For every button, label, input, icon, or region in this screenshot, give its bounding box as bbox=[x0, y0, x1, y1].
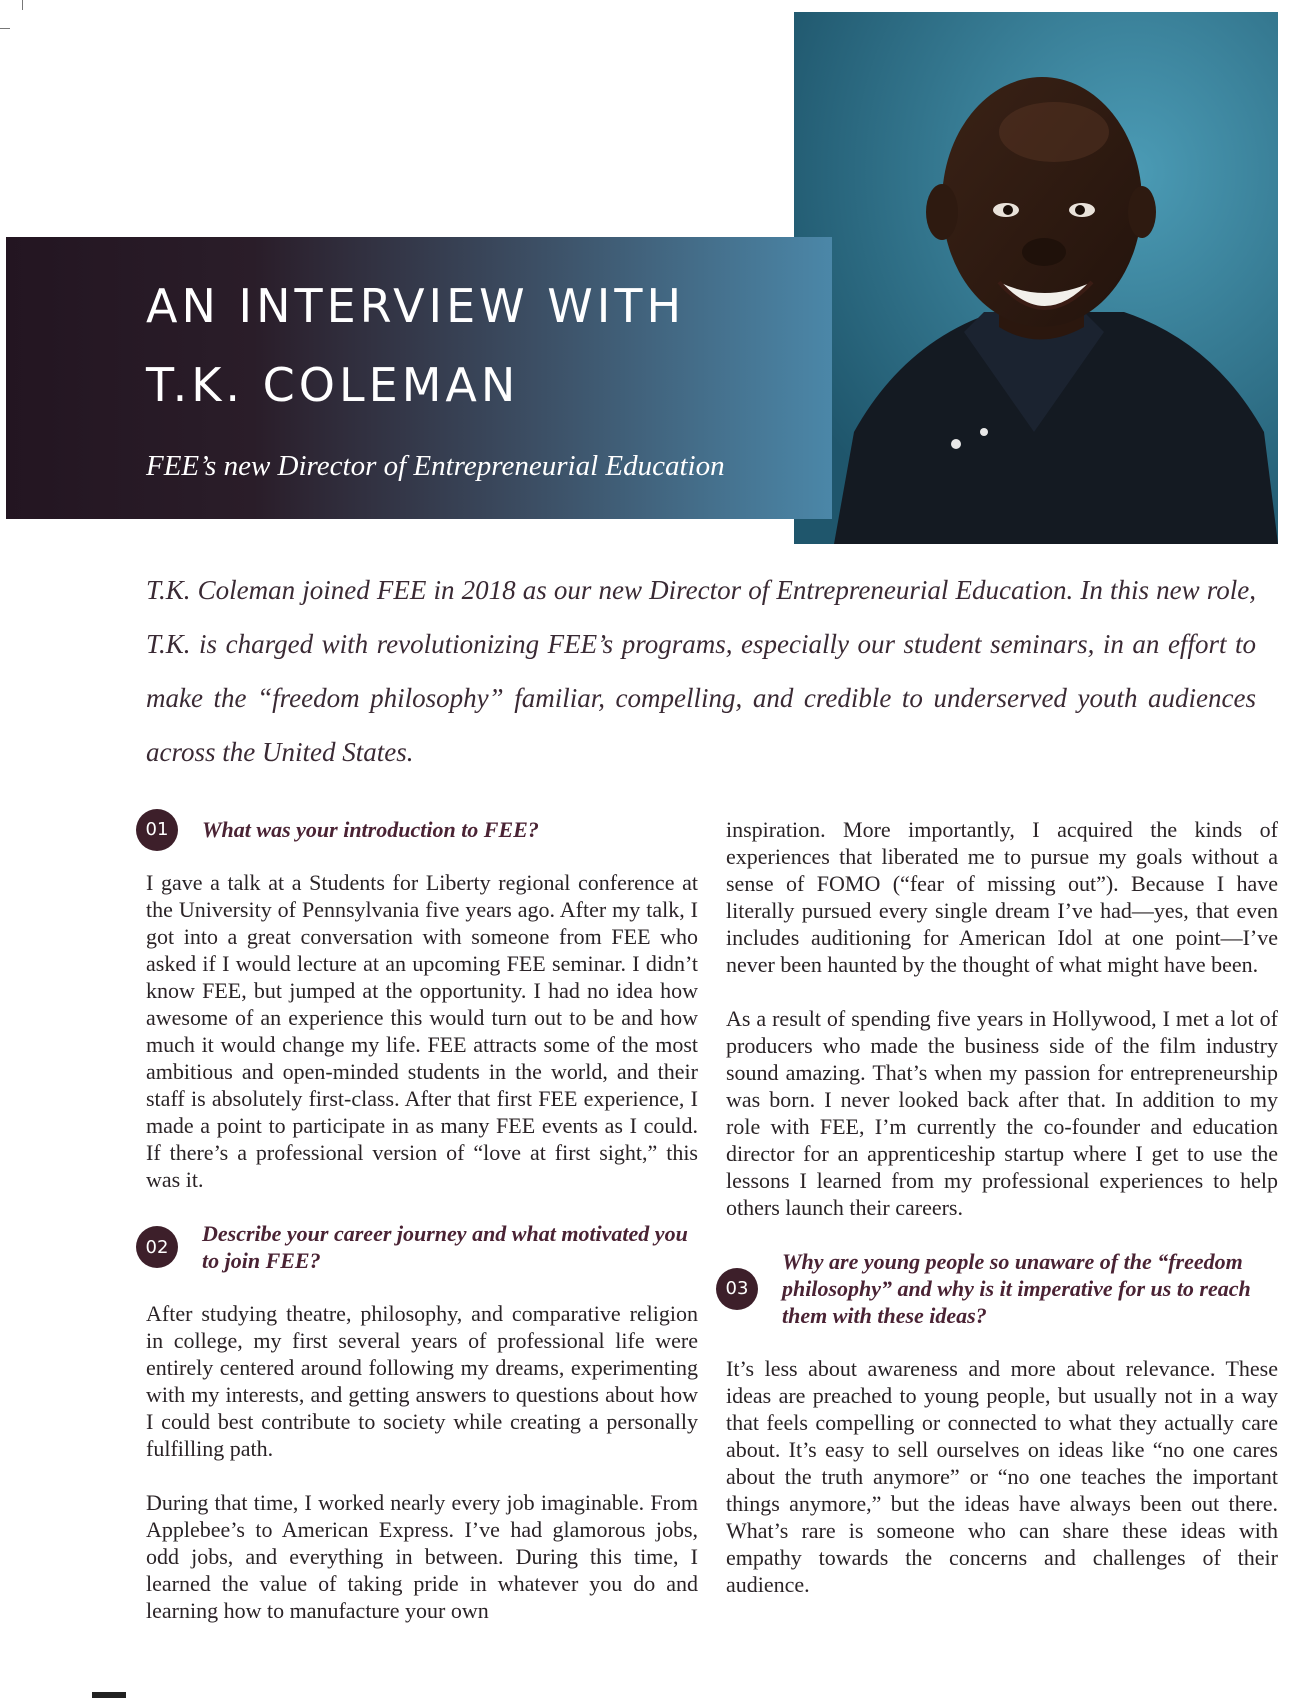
right-column bbox=[726, 816, 1278, 1625]
answer-paragraph: I gave a talk at a Students for Liberty regional conference at the University of Pennsylvania five years ago. After my talk, I got into a great conversation with someone from FEE who asked if I would lecture at an upcoming FEE seminar. I didn’t know FEE, but jumped at the opportunity. I had no idea how awesome of an experience this would turn out to be and how much it would change my life. FEE attracts some of the most ambitious and open-minded students in the world, and their staff is absolutely first-class. After that first FEE experience, I made a point to participate in as many FEE events as I could. If there’s a professional version of “love at first sight,” this was it. bbox=[146, 870, 698, 1192]
page-title bbox=[146, 267, 685, 425]
title-line-1: AN INTERVIEW WITH bbox=[146, 279, 686, 333]
intro-paragraph: T.K. Coleman joined FEE in 2018 as our new Director of Entrepreneurial Education. In this new role, T.K. is charged with revolutionizing FEE’s programs, especially our student seminars, in an effort to make the “freedom philosophy” familiar, compelling, and credible to underserved youth audiences across the United States. bbox=[146, 575, 1256, 767]
question-1 bbox=[146, 816, 698, 843]
title-line-2: T.K. COLEMAN bbox=[146, 358, 520, 412]
question-2 bbox=[146, 1220, 698, 1274]
question-text: Describe your career journey and what motivated you to join FEE? bbox=[202, 1221, 688, 1273]
page-subtitle: FEE’s new Director of Entrepreneurial Education bbox=[146, 450, 725, 482]
crop-mark bbox=[0, 28, 10, 29]
question-text: Why are young people so unaware of the “freedom philosophy” and why is it imperative for us to reach them with these ideas? bbox=[782, 1249, 1251, 1328]
portrait-photo bbox=[794, 12, 1278, 544]
title-banner bbox=[6, 237, 832, 519]
answer-paragraph: After studying theatre, philosophy, and comparative religion in college, my first several years of professional life were entirely centered around following my dreams, experimenting with my interests, and getting answers to questions about how I could best contribute to society while creating a personally fulfilling path. bbox=[146, 1301, 698, 1461]
question-text: What was your introduction to FEE? bbox=[202, 817, 539, 842]
crop-mark bbox=[22, 0, 23, 10]
question-number-badge: 01 bbox=[136, 809, 178, 851]
left-column bbox=[146, 816, 698, 1651]
footer-mark bbox=[92, 1692, 126, 1698]
answer-paragraph: As a result of spending five years in Hollywood, I met a lot of producers who made the business side of the film industry sound amazing. That’s when my passion for entrepreneurship was born. I never looked back after that. In addition to my role with FEE, I’m currently the co-founder and education director for an apprenticeship startup where I get to use the lessons I learned from my professional experiences to help others launch their careers. bbox=[726, 1006, 1278, 1220]
question-number-badge: 02 bbox=[136, 1226, 178, 1268]
question-3 bbox=[716, 1248, 1278, 1329]
answer-paragraph: inspiration. More importantly, I acquired the kinds of experiences that liberated me to pursue my goals without a sense of FOMO (“fear of missing out”). Because I have literally pursued every single dream I’ve had—yes, that even includes auditioning for American Idol at one point—I’ve never been haunted by the thought of what might have been. bbox=[726, 817, 1278, 977]
answer-paragraph: It’s less about awareness and more about relevance. These ideas are preached to young people, but usually not in a way that feels compelling or connected to what they actually care about. It’s easy to sell ourselves on ideas like “no one cares about the truth anymore” or “no one teaches the important things anymore,” but the ideas have always been out there. What’s rare is someone who can share these ideas with empathy towards the concerns and challenges of their audience. bbox=[726, 1356, 1278, 1597]
answer-paragraph: During that time, I worked nearly every job imaginable. From Applebee’s to American Express. I’ve had glamorous jobs, odd jobs, and everything in between. During this time, I learned the value of taking pride in whatever you do and learning how to manufacture your own bbox=[146, 1490, 698, 1623]
question-number-badge: 03 bbox=[716, 1268, 758, 1310]
